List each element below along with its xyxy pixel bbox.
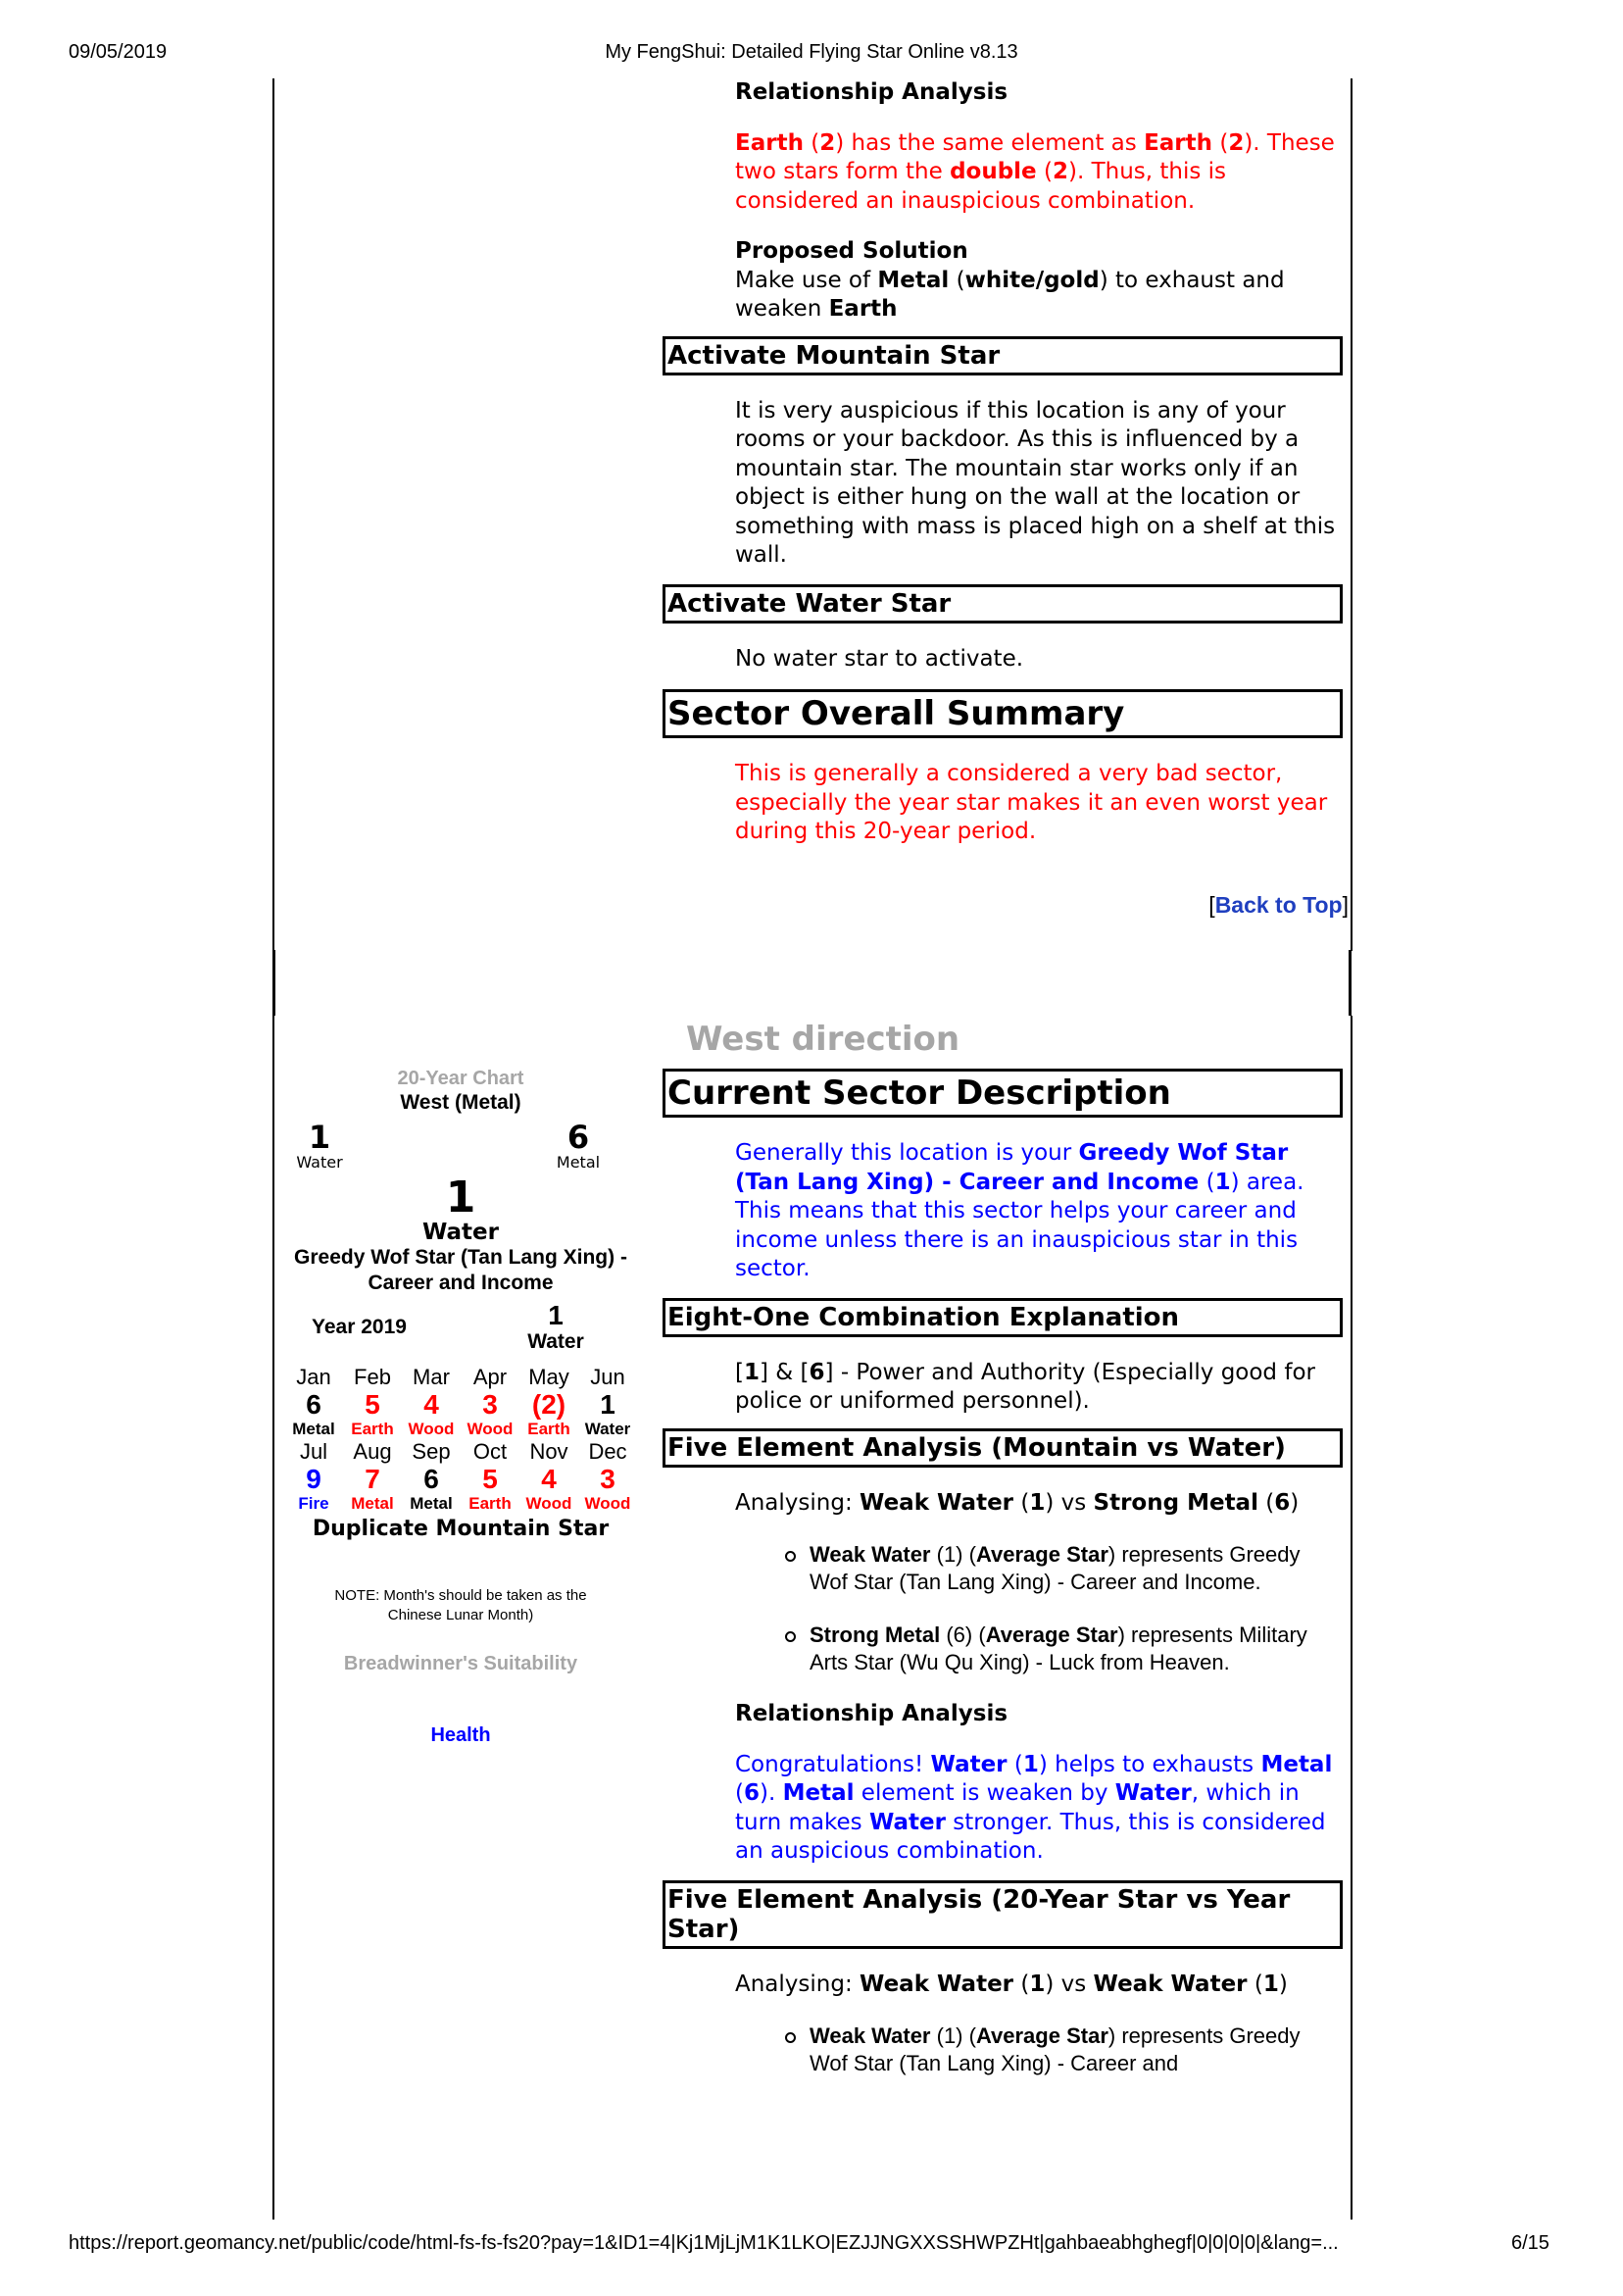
west-flying-star-chart xyxy=(274,1067,647,1747)
water-star-element: Metal xyxy=(556,1153,601,1172)
water-star-number: 6 xyxy=(566,1119,590,1156)
relationship-heading: Relationship Analysis xyxy=(735,79,1008,105)
month-name: Aug xyxy=(353,1439,392,1464)
print-title: My FengShui: Detailed Flying Star Online v8.13 xyxy=(605,41,1018,63)
year-star-element: Water xyxy=(527,1330,584,1353)
eight-one-heading: Eight-One Combination Explanation xyxy=(663,1298,1343,1337)
month-name: Mar xyxy=(413,1365,450,1389)
month-star-number: 3 xyxy=(600,1464,615,1494)
summary-heading: Sector Overall Summary xyxy=(663,689,1343,738)
month-star-number: 5 xyxy=(365,1389,380,1420)
month-name: Oct xyxy=(472,1439,508,1464)
mountain-star-number: 1 xyxy=(308,1119,331,1156)
relationship-heading-west: Relationship Analysis xyxy=(735,1701,1008,1726)
chart-sector: West (Metal) xyxy=(400,1091,521,1114)
month-star-number: 7 xyxy=(365,1464,380,1494)
month-star-number: 6 xyxy=(423,1464,439,1494)
month-name: Dec xyxy=(588,1439,627,1464)
relationship-text-west: Congratulations! Water (1) helps to exhausts Metal (6). Metal element is weaken by Water, which in turn makes Water stronger. Thus, this is considered an auspicious combination. xyxy=(735,1751,1333,1864)
left-border-segment xyxy=(272,950,275,1016)
month-star-element: Fire xyxy=(298,1494,329,1513)
bracket-open: [ xyxy=(1208,891,1215,918)
month-star-element: Water xyxy=(584,1420,631,1438)
previous-sector-content xyxy=(663,78,1349,919)
current-sector-heading: Current Sector Description xyxy=(663,1069,1343,1118)
month-star-element: Wood xyxy=(584,1494,631,1513)
year-star-number: 1 xyxy=(548,1300,564,1330)
year-label: Year 2019 xyxy=(312,1316,407,1338)
duplicate-mountain-note: Duplicate Mountain Star xyxy=(312,1517,610,1541)
month-name: Jun xyxy=(590,1365,625,1389)
activate-mountain-heading: Activate Mountain Star xyxy=(663,336,1343,375)
right-border-segment xyxy=(1349,950,1352,1016)
month-star-element: Wood xyxy=(408,1420,455,1438)
west-sector-content xyxy=(663,1020,1343,2103)
month-name: Nov xyxy=(529,1439,568,1464)
month-star-number: 9 xyxy=(306,1464,321,1494)
list-item: Weak Water (1) (Average Star) represents Greedy Wof Star (Tan Lang Xing) - Career and xyxy=(810,2022,1343,2076)
month-name: Jul xyxy=(299,1439,328,1464)
left-border-top xyxy=(272,78,274,951)
solution-text: Make use of Metal (white/gold) to exhaust and weaken Earth xyxy=(735,267,1285,322)
breadwinner-label: Breadwinner's Suitability xyxy=(343,1653,578,1674)
page-number: 6/15 xyxy=(1511,2232,1549,2254)
bracket-close: ] xyxy=(1342,891,1349,918)
year-star xyxy=(521,1302,590,1355)
solution-heading: Proposed Solution xyxy=(735,238,968,264)
back-to-top-row xyxy=(663,892,1349,919)
month-name: May xyxy=(528,1365,569,1389)
summary-text: This is generally a considered a very bad sector, especially the year star makes it an even worst year during this 20-year period. xyxy=(735,761,1328,844)
month-note: NOTE: Month's should be taken as the Chinese Lunar Month) xyxy=(334,1587,587,1623)
month-star-number: 5 xyxy=(482,1464,498,1494)
activate-mountain-text: It is very auspicious if this location is any of your rooms or your backdoor. As this is influenced by a mountain star. The mountain star works only if an object is either hung on the wall at the location or something with mass is placed high on a shelf at this wall. xyxy=(735,397,1336,568)
relationship-text: Earth (2) has the same element as Earth (2). These two stars form the double (2). Thus, this is considered an inauspicious combination. xyxy=(735,129,1335,214)
month-star-number: 1 xyxy=(600,1389,615,1420)
water-star xyxy=(549,1119,608,1172)
activate-water-heading: Activate Water Star xyxy=(663,584,1343,624)
mountain-star-element: Water xyxy=(296,1153,343,1172)
month-star-number: (2) xyxy=(531,1389,566,1420)
month-star-element: Earth xyxy=(468,1494,512,1513)
five-element-mw-analysing: Analysing: Weak Water (1) vs Strong Metal (6) xyxy=(735,1489,1300,1516)
activate-water-text: No water star to activate. xyxy=(735,645,1024,672)
right-border-top xyxy=(1351,78,1352,951)
chart-label: 20-Year Chart xyxy=(397,1068,524,1089)
west-direction-title: West direction xyxy=(686,1020,960,1059)
month-star-number: 4 xyxy=(541,1464,557,1494)
print-date: 09/05/2019 xyxy=(69,41,168,63)
five-element-mw-list xyxy=(810,1541,1343,1675)
five-element-yy-heading: Five Element Analysis (20-Year Star vs Year Star) xyxy=(663,1880,1343,1949)
month-star-element: Wood xyxy=(525,1494,572,1513)
month-name: Feb xyxy=(354,1365,391,1389)
month-star-number: 3 xyxy=(482,1389,498,1420)
monthly-stars-grid xyxy=(274,1365,647,1514)
five-element-mw-heading: Five Element Analysis (Mountain vs Water) xyxy=(663,1428,1343,1468)
month-star-element: Metal xyxy=(351,1494,394,1513)
month-name: Apr xyxy=(472,1365,508,1389)
month-star-element: Metal xyxy=(292,1420,335,1438)
list-item: Strong Metal (6) (Average Star) represents Military Arts Star (Wu Qu Xing) - Luck from Heaven. xyxy=(810,1622,1343,1675)
base-star-element: Water xyxy=(421,1220,499,1245)
month-name: Jan xyxy=(296,1365,331,1389)
eight-one-text: [1] & [6] - Power and Authority (Especially good for police or uniformed personnel). xyxy=(735,1359,1315,1414)
month-star-element: Earth xyxy=(351,1420,394,1438)
year-row xyxy=(274,1302,647,1359)
print-url: https://report.geomancy.net/public/code/html-fs-fs-fs20?pay=1&ID1=4|Kj1MjLjM1K1LKO|EZJJNGXXSSHWPZHt|gahbaeabhghegf|0|0|0|0|&lang=... xyxy=(69,2232,1339,2254)
month-star-element: Earth xyxy=(527,1420,570,1438)
chart-star-row xyxy=(274,1119,647,1176)
month-name: Sep xyxy=(412,1439,451,1464)
month-star-element: Metal xyxy=(410,1494,453,1513)
mountain-star xyxy=(290,1119,349,1172)
month-star-element: Wood xyxy=(467,1420,514,1438)
star-name: Greedy Wof Star (Tan Lang Xing) - Career and Income xyxy=(294,1246,627,1294)
list-item: Weak Water (1) (Average Star) represents Greedy Wof Star (Tan Lang Xing) - Career and Income. xyxy=(810,1541,1343,1595)
back-to-top-link[interactable]: Back to Top xyxy=(1214,891,1343,918)
month-star-number: 6 xyxy=(306,1389,321,1420)
five-element-yy-analysing: Analysing: Weak Water (1) vs Weak Water (1) xyxy=(735,1971,1288,1997)
current-sector-text: Generally this location is your Greedy Wof Star (Tan Lang Xing) - Career and Income (1) area. This means that this sector helps your career and income unless there is an inauspicious star in this sector. xyxy=(735,1140,1304,1281)
health-label[interactable]: Health xyxy=(430,1724,491,1746)
five-element-yy-list xyxy=(810,2022,1343,2076)
right-border-bottom xyxy=(1351,1016,1352,2220)
base-star-number: 1 xyxy=(445,1173,476,1223)
month-star-number: 4 xyxy=(423,1389,439,1420)
